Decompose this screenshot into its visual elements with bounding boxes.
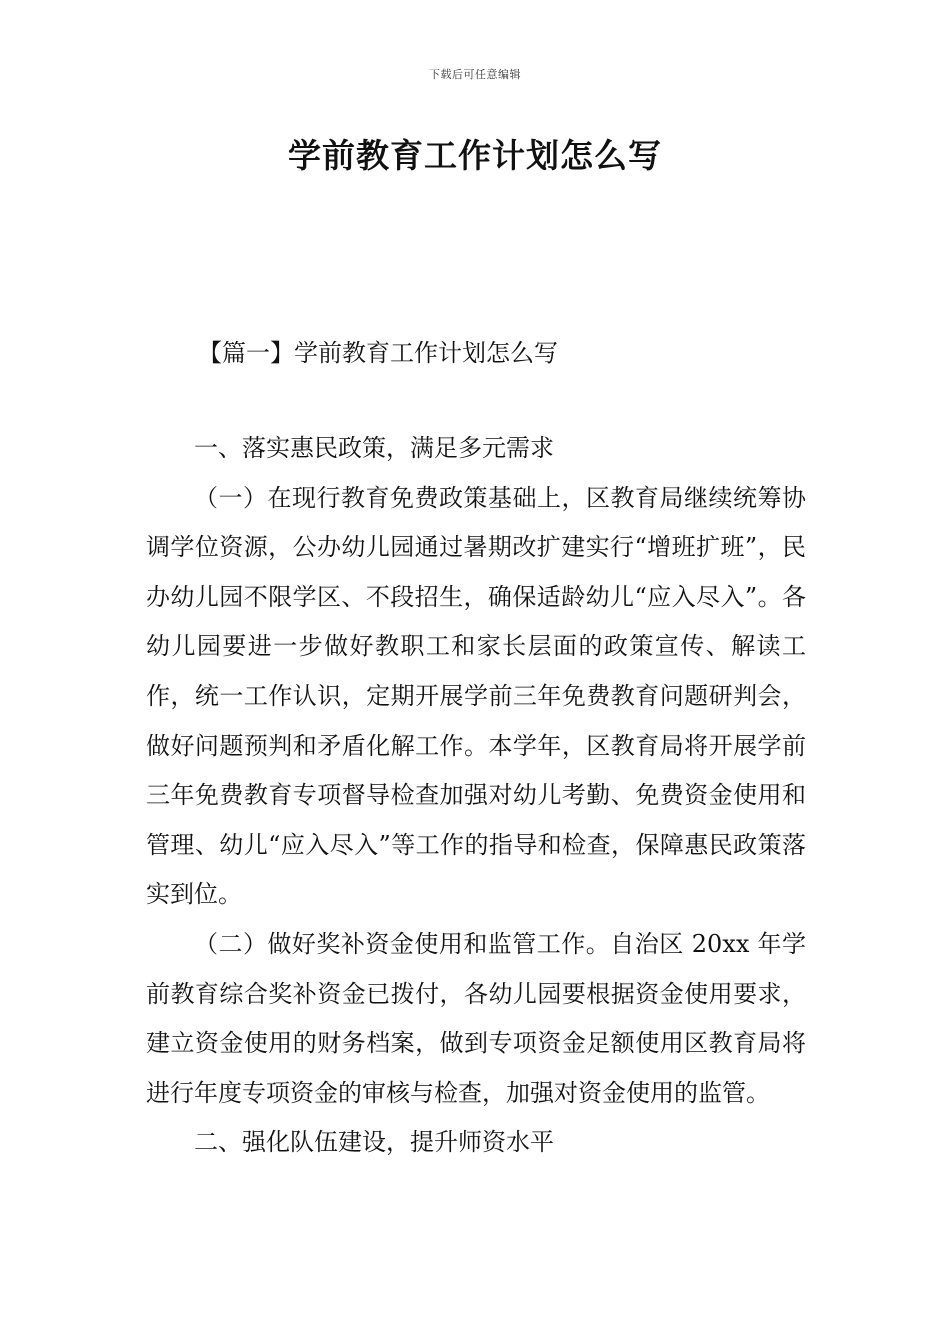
section-heading: 【篇一】学前教育工作计划怎么写 bbox=[198, 339, 558, 367]
paragraph-heading-1: 一、落实惠民政策，满足多元需求 bbox=[194, 434, 554, 462]
paragraph: （一）在现行教育免费政策基础上，区教育局继续统筹协调学位资源，公办幼儿园通过暑期改扩建实行“增班扩班”，民办幼儿园不限学区、不段招生，确保适龄幼儿“应入尽入”。各幼儿园要进一步做好教职工和家长层面的政策宣传、解读工作，统一工作认识，定期开展学前三年免费教育问题研判会，做好问题预判和矛盾化解工作。本学年，区教育局将开展学前三年免费教育专项督导检查加强对幼儿考勤、免费资金使用和管理、幼儿“应入尽入”等工作的指导和检查，保障惠民政策落实到位。 bbox=[146, 483, 806, 909]
paragraph: （二）做好奖补资金使用和监管工作。自治区 20xx 年学前教育综合奖补资金已拨付，各幼儿园要根据资金使用要求，建立资金使用的财务档案，做到专项资金足额使用区教育局将进行年度专项资金的审核与检查，加强对资金使用的监管。 bbox=[146, 929, 806, 1107]
header-note: 下载后可任意编辑 bbox=[429, 68, 521, 81]
document-title: 学前教育工作计划怎么写 bbox=[288, 136, 662, 175]
document-body bbox=[146, 424, 806, 1168]
paragraph-heading-2: 二、强化队伍建设，提升师资水平 bbox=[194, 1128, 554, 1157]
